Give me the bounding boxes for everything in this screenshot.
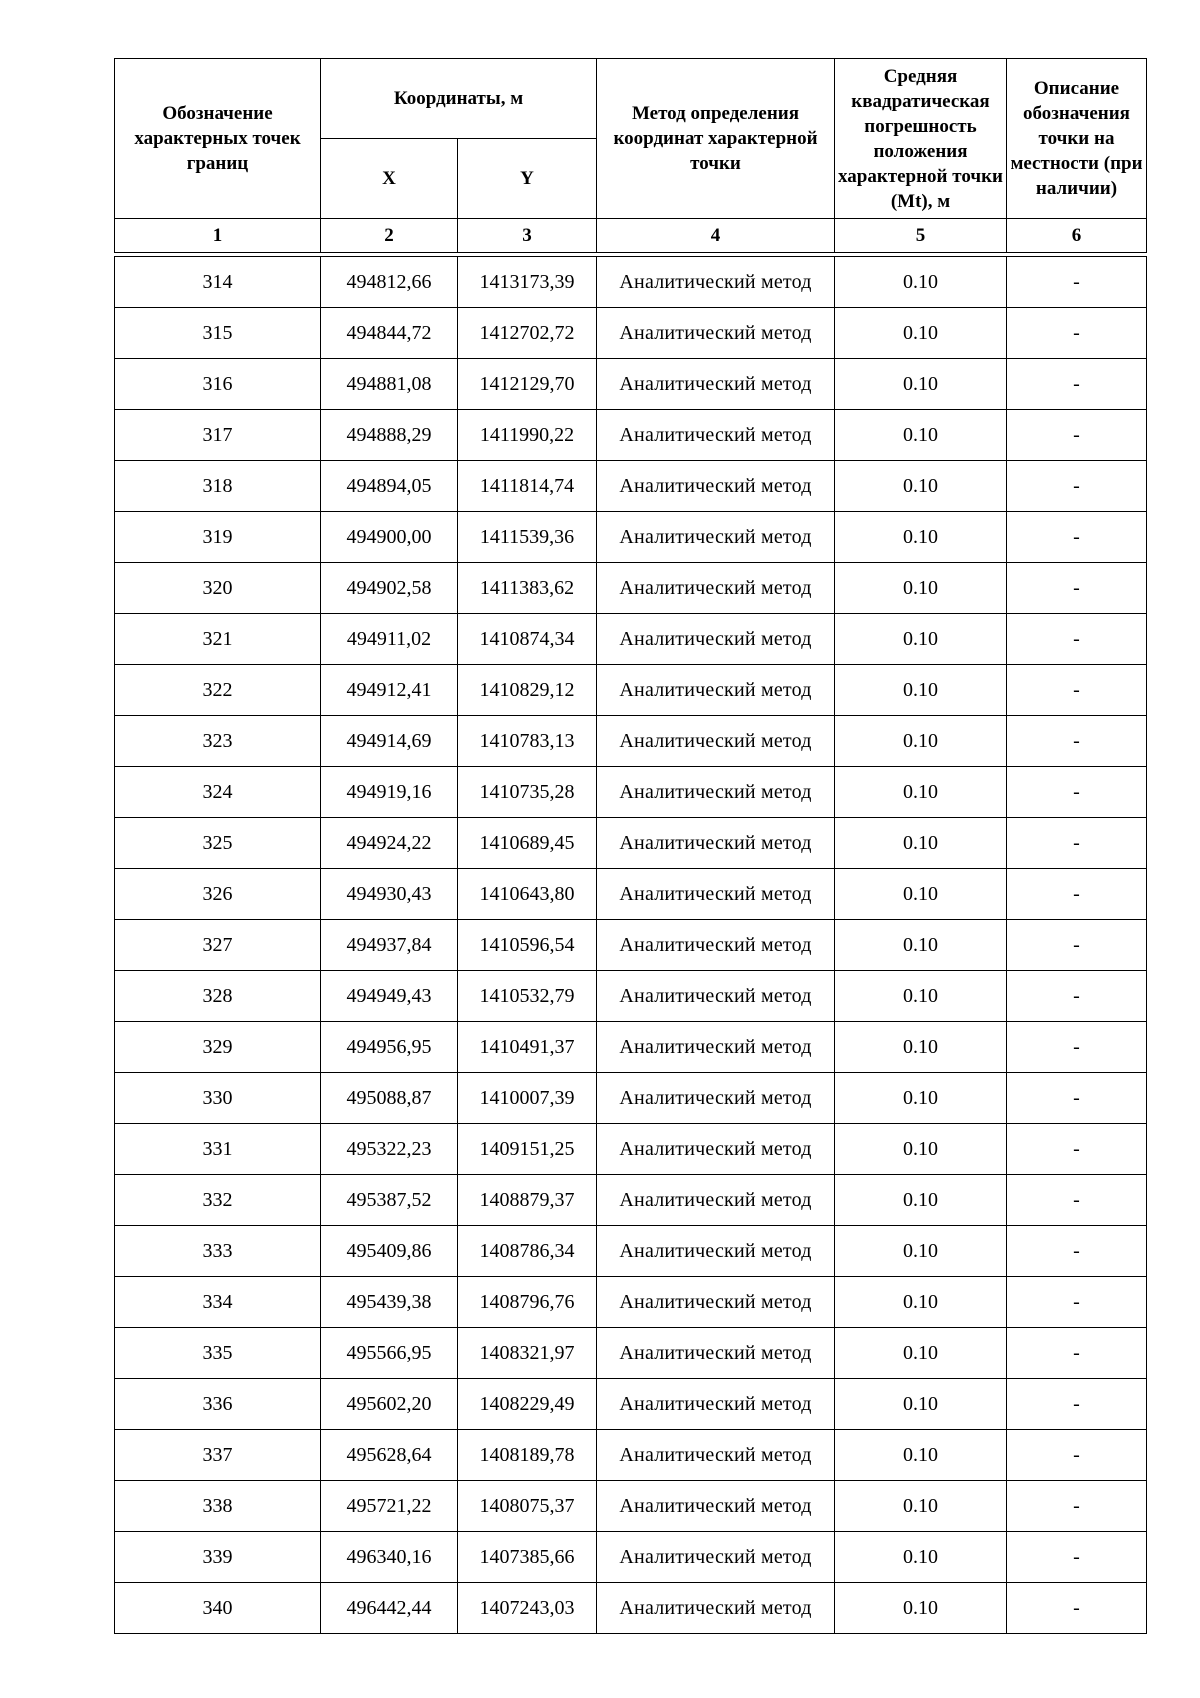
cell-method: Аналитический метод [597,1583,835,1634]
cell-method: Аналитический метод [597,920,835,971]
table-row [115,665,1147,716]
cell-point: 331 [115,1124,321,1175]
table-row [115,1328,1147,1379]
coordinates-table-header [114,58,1147,253]
cell-x: 494924,22 [321,818,458,869]
cell-description: - [1007,308,1147,359]
cell-description: - [1007,869,1147,920]
cell-point: 329 [115,1022,321,1073]
cell-point: 338 [115,1481,321,1532]
cell-y: 1412129,70 [458,359,597,410]
cell-method: Аналитический метод [597,869,835,920]
table-row [115,1022,1147,1073]
cell-y: 1410532,79 [458,971,597,1022]
cell-y: 1410735,28 [458,767,597,818]
cell-point: 332 [115,1175,321,1226]
cell-x: 494812,66 [321,257,458,308]
table-row [115,971,1147,1022]
cell-description: - [1007,1583,1147,1634]
cell-error: 0.10 [835,614,1007,665]
cell-method: Аналитический метод [597,1379,835,1430]
cell-error: 0.10 [835,1532,1007,1583]
cell-point: 324 [115,767,321,818]
cell-y: 1410689,45 [458,818,597,869]
cell-point: 316 [115,359,321,410]
cell-x: 494844,72 [321,308,458,359]
cell-description: - [1007,461,1147,512]
cell-method: Аналитический метод [597,1175,835,1226]
cell-method: Аналитический метод [597,1481,835,1532]
cell-point: 322 [115,665,321,716]
table-row [115,1532,1147,1583]
table-row [115,512,1147,563]
cell-point: 333 [115,1226,321,1277]
cell-error: 0.10 [835,359,1007,410]
cell-point: 336 [115,1379,321,1430]
table-row [115,1226,1147,1277]
cell-error: 0.10 [835,1124,1007,1175]
cell-y: 1408075,37 [458,1481,597,1532]
cell-x: 494894,05 [321,461,458,512]
cell-description: - [1007,971,1147,1022]
cell-y: 1408786,34 [458,1226,597,1277]
cell-x: 495387,52 [321,1175,458,1226]
cell-x: 495566,95 [321,1328,458,1379]
cell-x: 494911,02 [321,614,458,665]
cell-point: 339 [115,1532,321,1583]
cell-point: 326 [115,869,321,920]
header-method: Метод определения координат характерной точки [597,59,835,219]
cell-method: Аналитический метод [597,1124,835,1175]
cell-error: 0.10 [835,971,1007,1022]
cell-method: Аналитический метод [597,1022,835,1073]
table-row [115,716,1147,767]
cell-y: 1411990,22 [458,410,597,461]
cell-point: 334 [115,1277,321,1328]
cell-y: 1410829,12 [458,665,597,716]
cell-description: - [1007,1328,1147,1379]
cell-method: Аналитический метод [597,1532,835,1583]
cell-y: 1408796,76 [458,1277,597,1328]
cell-x: 495602,20 [321,1379,458,1430]
cell-description: - [1007,1379,1147,1430]
table-row [115,1481,1147,1532]
cell-description: - [1007,1532,1147,1583]
cell-point: 318 [115,461,321,512]
cell-point: 315 [115,308,321,359]
table-row [115,818,1147,869]
cell-method: Аналитический метод [597,1277,835,1328]
table-row [115,1379,1147,1430]
cell-description: - [1007,257,1147,308]
column-number: 2 [321,219,458,253]
table-row [115,461,1147,512]
cell-error: 0.10 [835,461,1007,512]
cell-x: 495628,64 [321,1430,458,1481]
cell-description: - [1007,665,1147,716]
cell-y: 1408189,78 [458,1430,597,1481]
table-row [115,1073,1147,1124]
cell-method: Аналитический метод [597,1430,835,1481]
cell-description: - [1007,1277,1147,1328]
cell-x: 494881,08 [321,359,458,410]
cell-error: 0.10 [835,512,1007,563]
cell-y: 1411383,62 [458,563,597,614]
cell-y: 1410643,80 [458,869,597,920]
cell-point: 314 [115,257,321,308]
cell-x: 494902,58 [321,563,458,614]
table-row [115,308,1147,359]
cell-method: Аналитический метод [597,512,835,563]
cell-y: 1412702,72 [458,308,597,359]
table-row [115,563,1147,614]
cell-description: - [1007,1226,1147,1277]
cell-x: 494919,16 [321,767,458,818]
cell-x: 495721,22 [321,1481,458,1532]
header-description: Описание обозначения точки на местности (при наличии) [1007,59,1147,219]
cell-error: 0.10 [835,665,1007,716]
column-number: 3 [458,219,597,253]
cell-point: 327 [115,920,321,971]
cell-y: 1410596,54 [458,920,597,971]
cell-x: 494956,95 [321,1022,458,1073]
cell-description: - [1007,359,1147,410]
cell-x: 494949,43 [321,971,458,1022]
cell-error: 0.10 [835,1073,1007,1124]
cell-x: 496340,16 [321,1532,458,1583]
cell-error: 0.10 [835,869,1007,920]
cell-point: 325 [115,818,321,869]
cell-method: Аналитический метод [597,818,835,869]
cell-x: 494930,43 [321,869,458,920]
cell-x: 494888,29 [321,410,458,461]
cell-error: 0.10 [835,1175,1007,1226]
cell-description: - [1007,818,1147,869]
cell-error: 0.10 [835,1583,1007,1634]
table-row [115,410,1147,461]
table-row [115,1175,1147,1226]
cell-point: 335 [115,1328,321,1379]
cell-y: 1408229,49 [458,1379,597,1430]
cell-description: - [1007,1022,1147,1073]
cell-method: Аналитический метод [597,716,835,767]
cell-point: 317 [115,410,321,461]
cell-x: 495439,38 [321,1277,458,1328]
cell-y: 1411814,74 [458,461,597,512]
cell-description: - [1007,410,1147,461]
coordinates-table [114,256,1147,1634]
cell-y: 1410007,39 [458,1073,597,1124]
cell-point: 320 [115,563,321,614]
table-row [115,614,1147,665]
cell-description: - [1007,1430,1147,1481]
cell-y: 1410491,37 [458,1022,597,1073]
cell-error: 0.10 [835,1328,1007,1379]
cell-description: - [1007,512,1147,563]
cell-error: 0.10 [835,716,1007,767]
cell-error: 0.10 [835,563,1007,614]
cell-description: - [1007,614,1147,665]
table-row [115,359,1147,410]
cell-error: 0.10 [835,1481,1007,1532]
cell-description: - [1007,1124,1147,1175]
cell-point: 321 [115,614,321,665]
header-x: X [321,139,458,219]
cell-method: Аналитический метод [597,563,835,614]
cell-point: 340 [115,1583,321,1634]
cell-error: 0.10 [835,1226,1007,1277]
cell-x: 494900,00 [321,512,458,563]
cell-error: 0.10 [835,920,1007,971]
cell-y: 1407385,66 [458,1532,597,1583]
cell-error: 0.10 [835,257,1007,308]
cell-error: 0.10 [835,1430,1007,1481]
cell-method: Аналитический метод [597,461,835,512]
cell-error: 0.10 [835,308,1007,359]
cell-method: Аналитический метод [597,308,835,359]
table-row [115,869,1147,920]
cell-x: 494937,84 [321,920,458,971]
header-error: Средняя квадратическая погрешность положения характерной точки (Mt), м [835,59,1007,219]
column-number: 6 [1007,219,1147,253]
cell-point: 330 [115,1073,321,1124]
cell-error: 0.10 [835,1379,1007,1430]
cell-description: - [1007,716,1147,767]
cell-description: - [1007,1175,1147,1226]
cell-method: Аналитический метод [597,971,835,1022]
cell-method: Аналитический метод [597,257,835,308]
cell-point: 323 [115,716,321,767]
cell-method: Аналитический метод [597,614,835,665]
cell-point: 337 [115,1430,321,1481]
cell-error: 0.10 [835,410,1007,461]
column-number-row [115,219,1147,253]
cell-x: 495409,86 [321,1226,458,1277]
table-row [115,920,1147,971]
table-row [115,1430,1147,1481]
cell-method: Аналитический метод [597,1226,835,1277]
cell-point: 328 [115,971,321,1022]
cell-y: 1408879,37 [458,1175,597,1226]
cell-method: Аналитический метод [597,767,835,818]
cell-description: - [1007,1481,1147,1532]
table-row [115,1583,1147,1634]
cell-y: 1410783,13 [458,716,597,767]
table-row [115,257,1147,308]
cell-y: 1407243,03 [458,1583,597,1634]
table-row [115,1277,1147,1328]
table-row [115,1124,1147,1175]
cell-method: Аналитический метод [597,410,835,461]
cell-description: - [1007,1073,1147,1124]
cell-error: 0.10 [835,767,1007,818]
header-y: Y [458,139,597,219]
column-number: 1 [115,219,321,253]
cell-method: Аналитический метод [597,665,835,716]
cell-description: - [1007,920,1147,971]
cell-y: 1410874,34 [458,614,597,665]
cell-error: 0.10 [835,1277,1007,1328]
cell-method: Аналитический метод [597,1073,835,1124]
cell-error: 0.10 [835,1022,1007,1073]
cell-x: 495322,23 [321,1124,458,1175]
cell-x: 494912,41 [321,665,458,716]
cell-y: 1411539,36 [458,512,597,563]
cell-method: Аналитический метод [597,359,835,410]
table-row [115,767,1147,818]
header-coordinates: Координаты, м [321,59,597,139]
cell-y: 1408321,97 [458,1328,597,1379]
column-number: 5 [835,219,1007,253]
cell-y: 1409151,25 [458,1124,597,1175]
cell-x: 496442,44 [321,1583,458,1634]
cell-x: 494914,69 [321,716,458,767]
cell-error: 0.10 [835,818,1007,869]
cell-description: - [1007,563,1147,614]
header-point: Обозначение характерных точек границ [115,59,321,219]
cell-description: - [1007,767,1147,818]
cell-point: 319 [115,512,321,563]
column-number: 4 [597,219,835,253]
cell-x: 495088,87 [321,1073,458,1124]
cell-method: Аналитический метод [597,1328,835,1379]
cell-y: 1413173,39 [458,257,597,308]
